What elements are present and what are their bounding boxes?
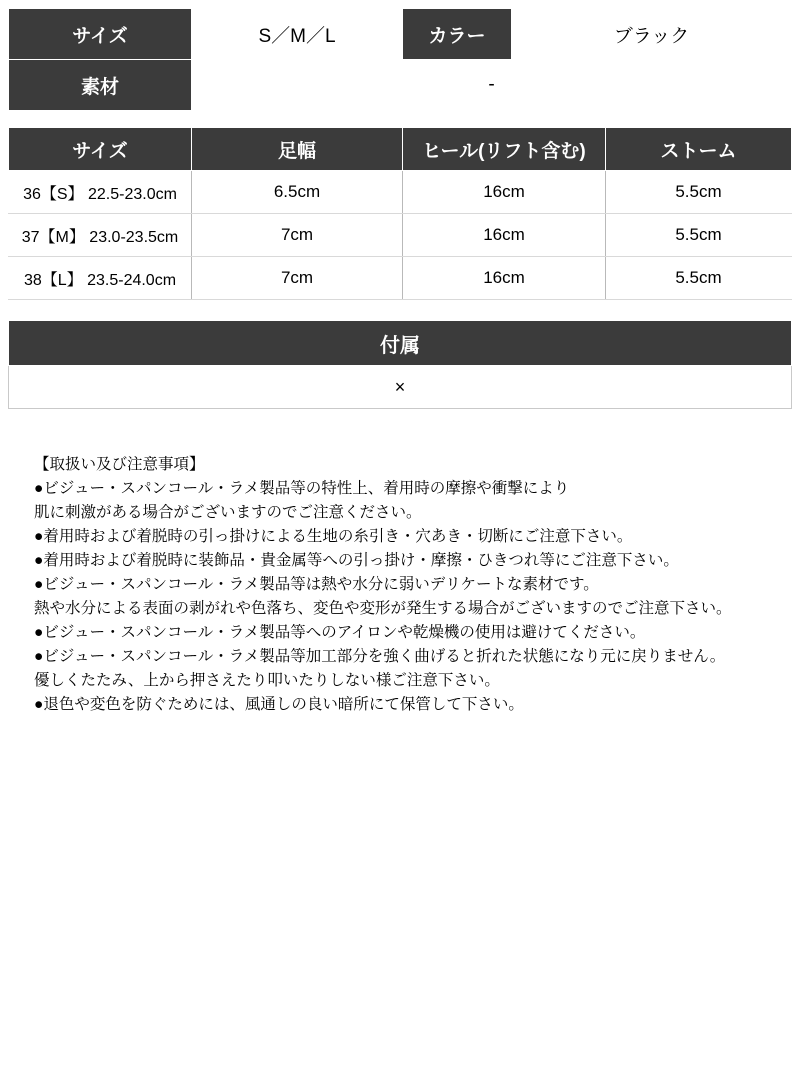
size-col-heel: ヒール(リフト含む) [403, 128, 606, 171]
size-cell: 16cm [403, 257, 606, 300]
table-row [9, 214, 792, 257]
spec-label-color: カラー [403, 9, 512, 60]
table-row [9, 60, 792, 111]
table-header-row [9, 128, 792, 171]
note-line: 優しくたたみ、上から押さえたり叩いたりしない様ご注意下さい。 [34, 672, 500, 690]
spec-value-material: - [192, 60, 792, 111]
spec-label-size: サイズ [9, 9, 192, 60]
size-col-storm: ストーム [606, 128, 792, 171]
size-col-size: サイズ [9, 128, 192, 171]
table-header-row [9, 321, 792, 366]
note-line: 熱や水分による表面の剥がれや色落ち、変色や変形が発生する場合がございますのでご注意下さい。 [34, 600, 732, 618]
table-row [9, 171, 792, 214]
spec-table [8, 8, 792, 111]
size-cell: 7cm [192, 257, 403, 300]
notes-title: 【取扱い及び注意事項】 [34, 456, 205, 473]
note-line: 肌に刺激がある場合がございますのでご注意ください。 [34, 504, 422, 522]
spec-value-color: ブラック [512, 9, 792, 60]
note-line: ●ビジュー・スパンコール・ラメ製品等の特性上、着用時の摩擦や衝撃により [34, 480, 570, 498]
table-row [9, 257, 792, 300]
size-col-width: 足幅 [192, 128, 403, 171]
accessory-table [8, 320, 792, 409]
note-line: ●着用時および着脱時の引っ掛けによる生地の糸引き・穴あき・切断にご注意下さい。 [34, 528, 633, 546]
note-line: ●ビジュー・スパンコール・ラメ製品等は熱や水分に弱いデリケートな素材です。 [34, 576, 599, 594]
size-cell: 16cm [403, 171, 606, 214]
size-cell: 7cm [192, 214, 403, 257]
size-cell: 37【M】 23.0-23.5cm [9, 214, 192, 257]
note-line: ●ビジュー・スパンコール・ラメ製品等加工部分を強く曲げると折れた状態になり元に戻りません。 [34, 648, 726, 666]
spec-label-material: 素材 [9, 60, 192, 111]
note-line: ●着用時および着脱時に装飾品・貴金属等への引っ掛け・摩擦・ひきつれ等にご注意下さい。 [34, 552, 679, 570]
size-cell: 38【L】 23.5-24.0cm [9, 257, 192, 300]
size-cell: 6.5cm [192, 171, 403, 214]
size-cell: 5.5cm [606, 171, 792, 214]
table-row [9, 366, 792, 409]
size-cell: 5.5cm [606, 257, 792, 300]
note-line: ●ビジュー・スパンコール・ラメ製品等へのアイロンや乾燥機の使用は避けてください。 [34, 624, 646, 642]
spec-value-size: S／M／L [192, 9, 403, 60]
size-table [8, 127, 792, 300]
notes-section [8, 433, 792, 717]
accessory-value: × [9, 366, 792, 409]
size-cell: 16cm [403, 214, 606, 257]
note-line: ●退色や変色を防ぐためには、風通しの良い暗所にて保管して下さい。 [34, 696, 524, 714]
accessory-header: 付属 [9, 321, 792, 366]
size-cell: 5.5cm [606, 214, 792, 257]
table-row [9, 9, 792, 60]
size-cell: 36【S】 22.5-23.0cm [9, 171, 192, 214]
